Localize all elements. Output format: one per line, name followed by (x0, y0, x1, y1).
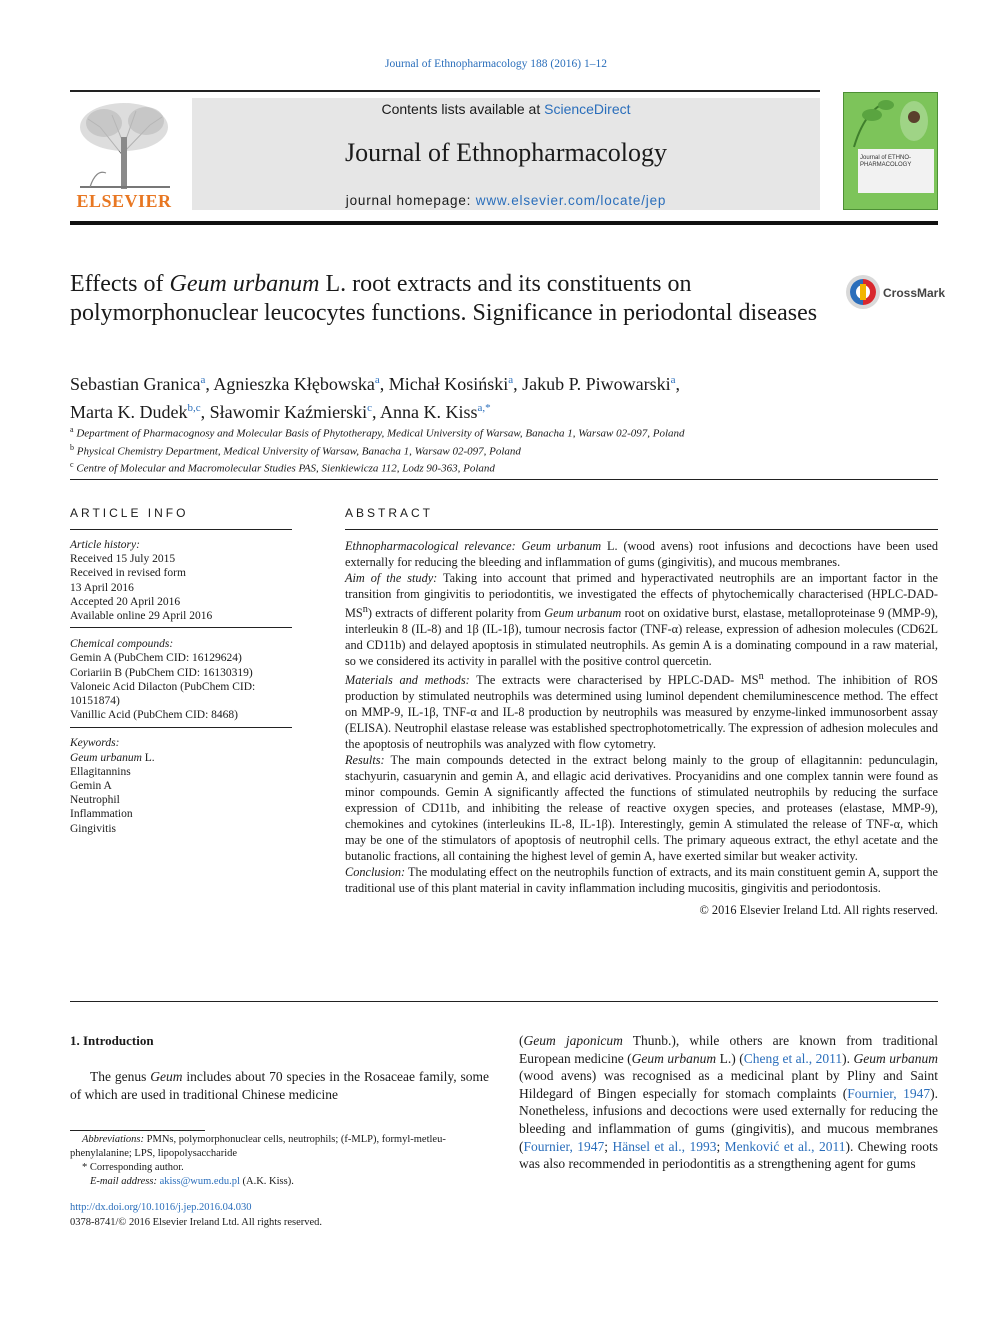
section-divider-top (70, 479, 938, 480)
authors-line-1: Sebastian Granica$^a$, Agnieszka Kłębowska$^a$, Michał Kosiński$^a$, Jakub P. Piwowarski$^a$, (70, 374, 681, 394)
keyword-line: Gemin A (70, 780, 112, 793)
author-name[interactable]: Jakub P. Piwowarski (522, 374, 671, 394)
methods-text-2: method. The inhibition of ROS production by stimulated neutrophils was determined using luminol dependent chemiluminescence method. The effect on MMP-9, IL-1β, TNF-α and IL-8 production by neutrophils was measured by enzyme-linked immunosorbent assay (ELISA). Neutrophil elastase release was established spectrophotometrically. The expression of adhesion molecules and the apoptosis of neutrophils was analyzed with flow cytometry. (345, 673, 939, 752)
doi-block (70, 1200, 489, 1230)
crossmark-label: CrossMark (883, 286, 946, 300)
compound-line: Coriariin B (PubChem CID: 16130319) (70, 666, 253, 679)
methods-sup: n (758, 671, 764, 683)
citation-link[interactable]: Hänsel et al., 1993 (612, 1138, 717, 1154)
author-name[interactable]: Agnieszka Kłębowska (213, 374, 375, 394)
keyword-line: Gingivitis (70, 822, 117, 835)
intro-text: L.) ( (716, 1050, 744, 1066)
header-bottom-rule (70, 221, 938, 225)
crossmark-icon (845, 274, 881, 310)
email-note (70, 1175, 489, 1189)
keyword-line (70, 751, 292, 765)
abbrev-label: Abbreviations: (82, 1134, 145, 1145)
affiliation-text: Department of Pharmacognosy and Molecular Basis of Phytotherapy, Medical University of Warsaw, Banacha 1, Warsaw 02-097, Poland (76, 427, 685, 440)
abbrev-text: PMNs, polymorphonuclear cells, neutrophils; (f-MLP), formyl-metleu-phenylalanine; LPS, lipopolysaccharide (70, 1134, 446, 1159)
chemical-compounds (70, 637, 292, 722)
doi-link[interactable]: http://dx.doi.org/10.1016/j.jep.2016.04.030 (70, 1202, 252, 1213)
aim-text-2: ) extracts of different polarity from (367, 606, 545, 621)
author-affil-sup[interactable]: a (200, 374, 206, 386)
author-affil-sup[interactable]: b,c (187, 402, 201, 414)
abstract-conclusion (345, 864, 938, 896)
author-name[interactable]: Sebastian Granica (70, 374, 201, 394)
intro-paragraph (70, 1068, 489, 1103)
journal-homepage-line (192, 193, 820, 208)
introduction-heading: 1. Introduction (70, 1033, 154, 1048)
aim-sup: n (362, 604, 368, 615)
compounds-label: Chemical compounds: (70, 638, 174, 651)
intro-text: ). Chewing roots was also recommended in periodontitis as a strengthening agent for gums (519, 1138, 938, 1172)
contents-prefix: Contents lists available at (381, 101, 545, 117)
cover-journal-title: Journal of ETHNO-PHARMACOLOGY (860, 155, 912, 168)
article-title (70, 270, 830, 328)
intro-text: ; (716, 1138, 725, 1154)
citation-link[interactable]: Menković et al., 2011 (724, 1138, 846, 1154)
keyword-line: Neutrophil (70, 794, 120, 807)
keyword-species: Geum urbanum (70, 751, 142, 764)
intro-species: Geum japonicum (523, 1033, 623, 1048)
keyword-line: Ellagitannins (70, 765, 131, 778)
elsevier-logo (70, 97, 178, 212)
author-list (70, 368, 870, 424)
abstract-aim (345, 570, 938, 669)
author-name[interactable]: Sławomir Kaźmierski (209, 402, 368, 422)
affiliation-sup: a (70, 425, 74, 434)
intro-paragraph-continued (519, 1032, 938, 1173)
issn-line: 0378-8741/© 2016 Elsevier Ireland Ltd. All rights reserved. (70, 1217, 323, 1228)
affiliation-item (70, 441, 920, 459)
intro-text: ). Nonetheless, infusions and decoctions were used externally for reducing the bleeding and inflammation of gums (gingivitis), and mucous membranes ( (519, 1085, 938, 1154)
footnotes (70, 1133, 489, 1189)
keyword-line: Inflammation (70, 808, 133, 821)
intro-text: (wood avens) was recognised as a medicinal plant by Pliny and Saint Hildegard of Bingen especially for stomach complaints ( (519, 1068, 938, 1101)
abstract-body (345, 538, 938, 918)
intro-species: Geum urbanum (631, 1050, 717, 1066)
article-info-heading: ARTICLE INFO (70, 506, 189, 520)
email-link[interactable]: akiss@wum.edu.pl (159, 1176, 240, 1187)
sciencedirect-link[interactable]: ScienceDirect (544, 101, 631, 117)
title-species-name: Geum urbanum (169, 271, 320, 297)
relevance-label: Ethnopharmacological relevance: (345, 539, 516, 553)
cover-plant-icon (844, 93, 939, 149)
citation-link[interactable]: Cheng et al., 2011 (743, 1050, 843, 1066)
affiliation-item (70, 423, 920, 441)
email-label: E-mail address: (90, 1176, 157, 1187)
homepage-prefix: journal homepage: (345, 193, 476, 208)
affiliation-sup: c (70, 460, 74, 470)
results-text: The main compounds detected in the extract belong mainly to the group of ellagitannin: pedunculagin, stachyurin, casuarynin and gemin A, and ellagic acid derivatives. Procyanidins and one complex tannin were found as minor compounds. Gemin A significantly affected the functions of stimulated neutrophils by reducing the surface expression of CD11b, and inhibiting the release of reactive oxygen species, and proteases (elastase, MMP-9), chemokines and cytokines (interleukins IL-8, IL-1β). Interestingly, gemin A stimulated the release of TNF-α, which may be one of the stimulators of apoptosis of neutrophil cells. The primary aqueous extract, the ethyl acetate and the butanolic fractions, all containing the highest level of gemin A, have exerted similar but weaker activity. (345, 753, 938, 864)
article-history (70, 538, 292, 623)
history-line: Received in revised form (70, 567, 186, 580)
article-info-rule (70, 529, 292, 530)
intro-text: includes about 70 species in the Rosaceae family, some of which are used in traditional Chinese medicine (70, 1069, 489, 1102)
aim-text-1: Taking into account that primed and hyperactivated neutrophils are an important factor in the transition from gingivitis to periodontitis, we investigated the effects of phytochemically characterised (HPLC-DAD-MS (345, 571, 939, 621)
author-name[interactable]: Marta K. Dudek (70, 402, 188, 422)
intro-text: The genus (90, 1069, 151, 1084)
homepage-link[interactable]: www.elsevier.com/locate/jep (475, 193, 667, 208)
compound-line: Gemin A (PubChem CID: 16129624) (70, 652, 242, 665)
methods-text-1: The extracts were characterised by HPLC-DAD- MS (469, 673, 759, 688)
history-label: Article history: (70, 539, 140, 551)
history-line: Available online 29 April 2016 (70, 610, 213, 623)
intro-left-column (70, 1068, 489, 1103)
affiliation-item (70, 458, 920, 476)
compound-line: Valoneic Acid Dilacton (PubChem CID: (70, 680, 256, 693)
section-divider-bottom (70, 1001, 938, 1002)
publisher-name: ELSEVIER (76, 191, 172, 211)
author-affil-sup[interactable]: a (670, 374, 676, 386)
affiliations (70, 423, 920, 476)
header-top-rule (70, 90, 820, 92)
relevance-species: Geum urbanum (521, 539, 602, 553)
abstract-results (345, 752, 938, 864)
title-part-2: L. root extracts and its constituents on polymorphonuclear leucocytes functions. Significance in periodontal diseases (70, 271, 818, 326)
author-name[interactable]: Michał Kosiński (388, 374, 509, 394)
citation-link[interactable]: Fournier, 1947 (847, 1085, 931, 1101)
intro-species: Geum urbanum (853, 1050, 939, 1066)
affiliation-text: Physical Chemistry Department, Medical University of Warsaw, Banacha 1, Warsaw 02-097, Poland (76, 445, 521, 458)
citation-link[interactable]: Fournier, 1947 (523, 1138, 605, 1154)
intro-text: ( (519, 1033, 524, 1048)
title-part-1: Effects of (70, 271, 170, 297)
authors-line-2: Marta K. Dudek$^{b,c}$, Sławomir Kaźmierski$^c$, Anna K. Kiss$^{a,*}$ (70, 402, 491, 422)
aim-text-3: root on oxidative burst, elastase, metalloproteinase 9 (MMP-9), interleukin 8 (IL-8) and 1β (IL-1β), tumour necrosis factor (TNF-α) release, expression of adhesion molecules (CD62L and CD11b) and delayed apoptosis in stimulated neutrophils. As gemin A is a dominating compound in a raw material, so we considered its activity in parallel with the positive control quercetin. (345, 606, 938, 669)
contents-available-line (192, 101, 820, 117)
journal-cover-thumbnail[interactable] (843, 92, 938, 210)
journal-name: Journal of Ethnopharmacology (344, 138, 668, 167)
history-line: 13 April 2016 (70, 581, 134, 594)
affiliation-text: Centre of Molecular and Macromolecular Studies PAS, Sienkiewicza 112, Lodz 90-363, Poland (76, 462, 495, 475)
crossmark-badge[interactable] (845, 274, 946, 314)
author-name[interactable]: Anna K. Kiss (379, 402, 478, 422)
elsevier-tree-icon (70, 97, 178, 191)
abstract-relevance (345, 538, 938, 570)
history-line: Received 15 July 2015 (70, 553, 176, 566)
info-divider-2 (70, 727, 292, 728)
abstract-rule (345, 529, 938, 530)
intro-text: ; (604, 1138, 613, 1154)
intro-text: ). (842, 1050, 854, 1066)
abstract-heading: ABSTRACT (345, 506, 434, 520)
conclusion-text: The modulating effect on the neutrophils function of extracts, and its main constituent gemin A, support the traditional use of this plant material in cavity inflammation including mucositis, gingivitis and periodontosis. (345, 865, 938, 896)
intro-right-column (519, 1032, 938, 1173)
aim-label: Aim of the study: (345, 571, 438, 585)
compound-line: 10151874) (70, 695, 120, 708)
abstract-copyright: © 2016 Elsevier Ireland Ltd. All rights reserved. (699, 903, 938, 918)
keyword-species-suffix: L. (141, 751, 155, 764)
conclusion-label: Conclusion: (345, 865, 406, 880)
intro-genus: Geum (150, 1069, 183, 1084)
keywords (70, 736, 292, 835)
methods-label: Materials and methods: (345, 673, 470, 688)
article-info (70, 538, 292, 845)
keywords-label: Keywords: (70, 737, 120, 750)
aim-species: Geum urbanum (544, 606, 622, 621)
author-affil-sup[interactable]: c (367, 402, 372, 414)
author-affil-sup[interactable]: a,* (477, 402, 491, 414)
abbreviations-note (70, 1133, 489, 1161)
info-divider-1 (70, 627, 292, 628)
email-suffix: (A.K. Kiss). (239, 1176, 294, 1187)
intro-text: Thunb.), while others are known from traditional European medicine ( (519, 1033, 939, 1066)
results-label: Results: (345, 753, 385, 768)
relevance-text: L. (wood avens) root infusions and decoctions have been used externally for reducing the bleeding and inflammation of gums (gingivitis), and mucous membranes. (345, 539, 938, 569)
affiliation-sup: b (70, 442, 74, 452)
author-affil-sup[interactable]: a (508, 374, 514, 386)
compound-line: Vanillic Acid (PubChem CID: 8468) (70, 709, 239, 722)
corresponding-note: * Corresponding author. (82, 1162, 184, 1173)
journal-reference[interactable]: Journal of Ethnopharmacology 188 (2016) 1–12 (385, 58, 607, 70)
abstract-methods (345, 669, 938, 752)
history-line: Accepted 20 April 2016 (70, 595, 181, 608)
footnote-rule (70, 1130, 205, 1131)
author-affil-sup[interactable]: a (374, 374, 380, 386)
